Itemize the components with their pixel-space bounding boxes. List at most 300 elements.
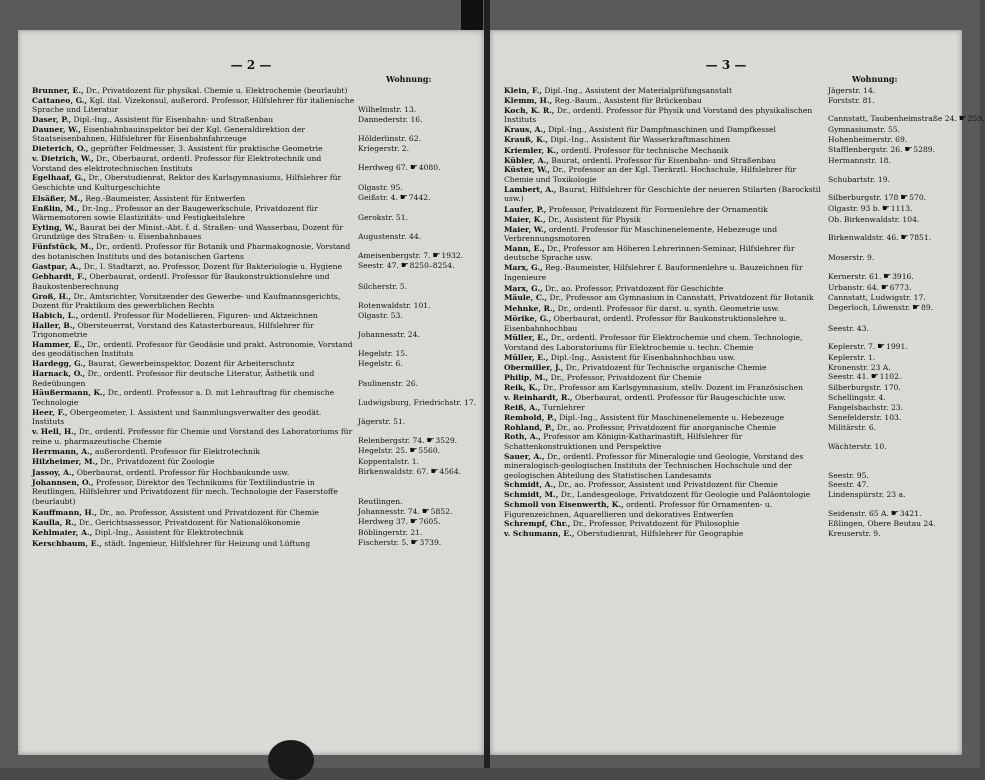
address-text: Seestr. 47.: [828, 480, 869, 490]
person-name: Marx, G.,: [504, 263, 543, 273]
directory-entry: [32, 467, 476, 477]
person-title: Dr.-Ing., Professor an der Baugewerkschule, Privatdozent für Wärmemotoren sowie Elastizitäts- und Festigkeitslehre: [32, 203, 318, 223]
telephone-number: 259.: [967, 114, 985, 124]
entry-address: [355, 379, 476, 388]
entry-description: [504, 284, 825, 293]
person-name: Johannsen, O.,: [32, 477, 94, 487]
address-text: Jägerstr. 51.: [358, 417, 406, 427]
person-title: Dr., Privatdozent für Zoologie: [97, 457, 215, 467]
person-name: Mörike, G.,: [504, 314, 552, 324]
address-text: Geißstr. 4.: [358, 192, 398, 202]
directory-entry: [32, 528, 476, 537]
directory-entry: [32, 223, 476, 242]
person-title: Dipl.-Ing., Assistent für Elektrotechnik: [92, 528, 244, 538]
person-name: Reiß, A.,: [504, 402, 541, 412]
person-title: Dr., Oberstudienrat, Rektor des Karlsgymnasiums, Hilfslehrer für Geschichte und Kulturgeschichte: [32, 173, 342, 192]
person-name: Haller, B.,: [32, 320, 76, 330]
entry-description: [504, 383, 825, 392]
entry-description: [504, 403, 825, 412]
entry-address: [355, 507, 476, 517]
entry-description: [32, 223, 355, 242]
address-text: Senefelderstr. 103.: [828, 412, 902, 422]
entry-address: [355, 261, 476, 271]
person-name: Schrempf, Chr.,: [504, 519, 571, 529]
entry-address: [825, 96, 954, 105]
entry-description: [504, 185, 825, 204]
address-text: Paulinenstr. 26.: [358, 378, 418, 388]
person-name: Hammer, E.,: [32, 340, 85, 350]
directory-entry: [32, 96, 476, 115]
directory-entry: [504, 452, 954, 480]
entry-address: [825, 363, 954, 372]
entry-description: [504, 244, 825, 263]
entry-description: [504, 363, 825, 372]
person-title: Dr., Oberbaurat, ordentl. Professor für Elektrotechnik und Vorstand des elektrotechnischen Instituts: [32, 154, 322, 173]
address-text: Lindenspürstr. 23 a.: [828, 490, 906, 500]
person-title: Dr., Privatdozent für Technische organische Chemie: [563, 362, 767, 372]
person-name: Müller, E.,: [504, 333, 549, 343]
entry-description: [32, 311, 355, 320]
entry-description: [504, 480, 825, 489]
person-title: Obersteuerrat, Vorstand des Katasterbureaus, Hilfslehrer für Trigonometrie: [32, 320, 314, 340]
telephone-number: 4564.: [439, 467, 462, 477]
entry-description: [504, 86, 825, 95]
entry-address: [355, 436, 476, 446]
person-title: Dr., ordentl. Professor für Chemie und Vorstand des Laboratoriums für reine u. pharmazeutische Chemie: [32, 427, 353, 446]
telephone-number: 3916.: [892, 271, 914, 281]
directory-entry: [32, 154, 476, 173]
person-title: Kgl. ital. Vizekonsul, außerord. Professor, Hilfslehrer für italienische Sprache und Literatur: [32, 95, 355, 115]
person-name: Gebhardt, F.,: [32, 272, 88, 282]
person-name: Rohland, P.,: [504, 422, 555, 432]
directory-entry: [504, 283, 954, 293]
entry-description: [504, 304, 825, 313]
entry-description: [504, 452, 825, 480]
person-name: Maier, K.,: [504, 214, 546, 224]
entry-address: [825, 372, 954, 382]
address-text: Urbanstr. 64.: [828, 282, 879, 292]
entry-description: [32, 468, 355, 477]
directory-entry: [32, 272, 476, 291]
address-text: Birkenwaldstr. 67.: [358, 467, 429, 477]
person-title: Dr., Professor am Gymnasium in Cannstatt, Privatdozent für Botanik: [547, 293, 814, 303]
entry-address: [825, 353, 954, 362]
directory-entry: [32, 427, 476, 446]
address-text: Relenbergstr. 74.: [358, 435, 425, 445]
directory-entry: [504, 165, 954, 184]
entry-description: [504, 215, 825, 224]
person-title: ordentl. Professor für Ornamenten- u. Figurenzeichnen, Aquarellieren und dekoratives Entwerfen: [504, 500, 773, 519]
entry-description: [32, 457, 355, 466]
entry-description: [504, 519, 825, 528]
pointing-hand-icon: ☛: [430, 250, 442, 261]
directory-entry: [32, 115, 476, 124]
directory-entry: [504, 423, 954, 432]
person-name: Hardegg, G.,: [32, 359, 86, 369]
person-title: Dipl.-Ing., Assistent für Dampfmaschinen und Dampfkessel: [545, 124, 776, 134]
entry-address: [825, 342, 954, 352]
entry-address: [355, 282, 476, 291]
address-text: Fischerstr. 5.: [358, 538, 409, 548]
person-name: Marx, G.,: [504, 283, 543, 293]
entry-address: [355, 144, 476, 153]
address-text: Schellingstr. 4.: [828, 393, 886, 403]
address-text: Birkenwaldstr. 46.: [828, 233, 899, 243]
directory-entry: [504, 293, 954, 302]
address-text: Kernerstr. 61.: [828, 271, 882, 281]
entry-address: [355, 105, 476, 114]
entry-address: [825, 413, 954, 422]
telephone-number: 3739.: [419, 538, 442, 548]
person-title: Baurat, ordentl. Professor für Eisenbahn- und Straßenbau: [548, 155, 776, 165]
entry-address: [355, 193, 476, 203]
address-text: Cannstatt, Ludwigstr. 17.: [828, 293, 926, 303]
address-text: Olgastr. 95.: [358, 182, 403, 192]
pointing-hand-icon: ☛: [879, 203, 891, 214]
entry-address: [355, 417, 476, 426]
binder-clip: [461, 0, 483, 30]
entry-address: [355, 213, 476, 222]
entry-address: [355, 330, 476, 339]
entry-description: [32, 204, 355, 223]
entry-address: [825, 125, 954, 134]
person-name: Brunner, E.,: [32, 86, 84, 95]
directory-entry: [32, 478, 476, 506]
person-title: Oberstudienrat, Hilfslehrer für Geographie: [574, 529, 744, 539]
person-title: Dr., Amtsrichter, Vorsitzender des Gewerbe- und Kaufmannsgerichts, Dozent für Praktikum des gewerblichen Rechts: [32, 291, 341, 311]
entry-description: [504, 353, 825, 362]
pointing-hand-icon: ☛: [902, 144, 914, 155]
person-name: Sauer, A.,: [504, 451, 545, 461]
person-title: geprüfter Feldmesser, 3. Assistent für praktische Geometrie: [88, 144, 323, 154]
directory-entry: [504, 529, 954, 538]
person-title: Dr., I. Stadtarzt, ao. Professor, Dozent für Bakteriologie u. Hygiene: [81, 262, 342, 272]
directory-entry: [504, 500, 954, 519]
person-name: Kaulla, R.,: [32, 518, 77, 528]
entry-address: [355, 517, 476, 527]
directory-entry: [32, 242, 476, 261]
telephone-number: 6773.: [889, 282, 912, 292]
pointing-hand-icon: ☛: [875, 341, 886, 352]
telephone-number: 89.: [921, 303, 934, 313]
entry-address: [825, 193, 954, 203]
entry-description: [32, 518, 355, 527]
entry-address: [825, 86, 954, 95]
person-title: Dr., ordentl. Professor für Physik und Vorstand des physikalischen Instituts: [504, 105, 813, 125]
person-name: Mann, E.,: [504, 243, 545, 253]
entry-description: [32, 173, 355, 192]
entry-address: [825, 324, 954, 333]
entry-description: [32, 321, 355, 340]
person-title: Dr., Privatdozent für physikal. Chemie u. Elektrochemie (beurlaubt): [83, 86, 348, 95]
directory-entry: [32, 446, 476, 456]
address-text: Kriegerstr. 2.: [358, 144, 410, 154]
pointing-hand-icon: ☛: [956, 114, 968, 125]
address-text: Olgastr. 93 b.: [828, 203, 880, 213]
person-title: Baurat, Gewerbeinspektor, Dozent für Arbeiterschutz: [85, 359, 295, 369]
directory-entry: [32, 144, 476, 153]
directory-entry: [32, 193, 476, 203]
entry-address: [825, 393, 954, 402]
entry-description: [32, 292, 355, 311]
entry-description: [504, 205, 825, 214]
entry-description: [32, 528, 355, 537]
person-title: Reg.-Baumeister, Hilfslehrer f. Bauformenlehre u. Bauzeichnen für Ingenieure: [504, 263, 803, 282]
person-name: Schmidt, M.,: [504, 490, 559, 500]
person-name: Mehnke, R.,: [504, 304, 556, 314]
entry-description: [504, 225, 825, 244]
person-name: Kraus, A.,: [504, 124, 546, 134]
entry-address: [355, 446, 476, 456]
person-title: Reg.-Baumeister, Assistent für Entwerfen: [82, 193, 246, 203]
address-text: Silberburgstr. 170.: [828, 383, 901, 393]
person-name: Harnack, O.,: [32, 369, 86, 379]
directory-entry: [32, 408, 476, 427]
entry-list: [32, 86, 476, 549]
person-name: Lambert, A.,: [504, 184, 557, 194]
entry-description: [504, 106, 825, 125]
person-title: außerordentl. Professor für Elektrotechnik: [92, 447, 260, 457]
page-number: — 2 —: [230, 58, 272, 72]
address-text: Hegelstr. 6.: [358, 359, 403, 369]
address-text: Hölderlinstr. 62.: [358, 134, 422, 144]
entry-description: [32, 369, 355, 388]
entry-address: [355, 398, 476, 407]
directory-entry: [504, 490, 954, 499]
entry-description: [504, 135, 825, 144]
entry-address: [355, 134, 476, 143]
directory-entry: [504, 263, 954, 282]
telephone-number: 3421.: [899, 508, 922, 518]
entry-description: [504, 146, 825, 155]
entry-description: [32, 340, 355, 359]
address-text: Silberburgstr. 178: [828, 193, 899, 203]
person-name: Heer, F.,: [32, 407, 68, 417]
entry-description: [32, 508, 355, 517]
directory-entry: [32, 86, 476, 95]
address-text: Moserstr. 9.: [828, 253, 875, 263]
directory-entry: [504, 303, 954, 313]
directory-entry: [504, 393, 954, 402]
directory-entry: [32, 538, 476, 548]
person-name: Maier, W.,: [504, 224, 547, 234]
person-name: Kerschbaum, E.,: [32, 539, 102, 549]
person-title: Dr., Professor, Privatdozent für Chemie: [548, 373, 702, 383]
entry-description: [504, 529, 825, 538]
address-text: Seestr. 41.: [828, 372, 869, 382]
person-name: Müller, E.,: [504, 352, 549, 362]
pointing-hand-icon: ☛: [898, 233, 910, 244]
person-name: Cattaneo, G.,: [32, 95, 88, 105]
person-title: Dipl.-Ing., Assistent für Eisenbahnhochbau usw.: [548, 352, 736, 362]
directory-entry: [504, 353, 954, 362]
person-title: Dipl.-Ing., Assistent für Maschinenelemente u. Hebezeuge: [556, 412, 785, 422]
pointing-hand-icon: ☛: [868, 372, 880, 383]
person-name: Obermiller, J.,: [504, 362, 564, 372]
entry-description: [32, 272, 355, 291]
person-title: Oberbaurat, ordentl. Professor für Baukonstruktionslehre und Baukostenberechnung: [32, 272, 330, 291]
entry-address: [825, 114, 985, 125]
entry-description: [32, 447, 355, 456]
person-title: Dr., ordentl. Professor für Geodäsie und prakt. Astronomie, Vorstand des geodätischen Instituts: [32, 340, 353, 359]
person-name: Reik, K.,: [504, 383, 541, 393]
entry-address: [825, 383, 954, 392]
address-text: Degerloch, Löwenstr.: [828, 303, 911, 313]
address-text: Seestr. 43.: [828, 323, 869, 333]
entry-description: [504, 156, 825, 165]
entry-description: [32, 427, 355, 446]
page-left: [18, 30, 484, 755]
entry-address: [825, 519, 954, 528]
pointing-hand-icon: ☛: [419, 506, 431, 517]
directory-entry: [504, 125, 954, 134]
address-text: Stafflenbergstr. 26.: [828, 144, 903, 154]
person-name: v. Dietrich, W.,: [32, 154, 94, 164]
entry-address: [825, 480, 954, 489]
address-text: Militärstr. 6.: [828, 422, 877, 432]
person-name: Egelhaaf, G.,: [32, 173, 87, 183]
person-name: Rembold, P.,: [504, 412, 557, 422]
directory-entry: [504, 363, 954, 372]
person-name: Daser, P.,: [32, 115, 72, 125]
person-title: Dr., ordentl. Professor für deutsche Literatur, Ästhetik und Redeübungen: [32, 369, 315, 388]
address-text: Hermannstr. 18.: [828, 155, 891, 165]
person-name: Klemm, H.,: [504, 95, 553, 105]
entry-description: [32, 144, 355, 153]
entry-description: [32, 125, 355, 144]
directory-entry: [504, 204, 954, 214]
telephone-number: 4080.: [418, 162, 441, 172]
entry-description: [504, 413, 825, 422]
entry-description: [32, 359, 355, 368]
address-text: Herdweg 67.: [358, 162, 408, 172]
entry-address: [825, 272, 954, 282]
person-name: Koch, K. R.,: [504, 105, 555, 115]
directory-entry: [32, 369, 476, 388]
person-name: Groß, H.,: [32, 291, 72, 301]
person-name: Gastpar, A.,: [32, 262, 82, 272]
person-title: Eisenbahnbauinspektor bei der Kgl. Generaldirektion der Staatseisenbahnen, Hilfslehrer für Eisenbahnfahrzeuge: [32, 124, 305, 144]
directory-entry: [504, 383, 954, 392]
entry-description: [504, 96, 825, 105]
person-title: Dipl.-Ing., Assistent für Wasserkraftmaschinen: [548, 134, 731, 144]
address-text: Augustenstr. 44.: [358, 232, 422, 242]
directory-entry: [32, 340, 476, 359]
address-text: Johannesstr. 24.: [358, 330, 420, 340]
person-title: Dr., ao. Professor, Privatdozent für Geschichte: [542, 283, 724, 293]
entry-address: [355, 359, 476, 368]
address-text: Fangelsbachstr. 23.: [828, 402, 904, 412]
telephone-number: 8250–8254.: [409, 261, 455, 271]
person-title: Dr., Professor am Höheren Lehrerinnen-Seminar, Hilfslehrer für deutsche Sprache usw.: [504, 243, 795, 263]
person-name: Fünfstück, M.,: [32, 242, 94, 252]
entry-address: [825, 442, 954, 451]
person-name: Laufer, P.,: [504, 204, 547, 214]
directory-entry: [504, 135, 954, 144]
entry-address: [825, 215, 954, 224]
entry-address: [825, 283, 954, 293]
directory-entry: [32, 507, 476, 517]
page-right: [490, 30, 985, 755]
entry-address: [825, 403, 954, 412]
person-title: Oberbaurat, ordentl. Professor für Baugeschichte usw.: [572, 393, 786, 403]
entry-address: [825, 253, 954, 262]
column-header-wohnung: Wohnung:: [386, 74, 432, 84]
person-title: Dipl.-Ing., Assistent für Eisenbahn- und Straßenbau: [71, 115, 274, 125]
pointing-hand-icon: ☛: [407, 517, 419, 528]
telephone-number: 1991.: [886, 341, 908, 351]
person-title: Dr., Professor am Karlsgymnasium, stellv. Dozent im Französischen: [540, 383, 804, 393]
entry-address: [825, 423, 954, 432]
entry-description: [32, 408, 355, 427]
entry-description: [504, 293, 825, 302]
directory-entry: [504, 105, 985, 125]
directory-entry: [504, 86, 954, 95]
pointing-hand-icon: ☛: [898, 193, 910, 204]
person-name: Dauner, W.,: [32, 124, 81, 134]
directory-entry: [504, 314, 954, 333]
person-name: Enßlin, M.,: [32, 203, 80, 213]
pointing-hand-icon: ☛: [407, 446, 419, 457]
entry-address: [355, 115, 476, 124]
entry-address: [355, 457, 476, 466]
directory-entry: [504, 244, 954, 263]
person-name: Herrmann, A.,: [32, 447, 93, 457]
entry-description: [504, 314, 825, 333]
entry-description: [504, 263, 825, 282]
person-title: Dr., ordentl. Professor für Mineralogie und Geologie, Vorstand des mineralogisch-geologischen Instituts der Technischen Hochschule und der geologischen Abteilung des Statistischen Landesamts: [504, 451, 804, 480]
pointing-hand-icon: ☛: [424, 435, 436, 446]
directory-entry: [504, 215, 954, 224]
person-title: Dr., ao. Professor, Assistent und Privatdozent für Chemie: [555, 480, 778, 490]
entry-address: [825, 175, 954, 184]
person-title: Professor am Königin-Katharinastift, Hilfslehrer für Schattenkonstruktionen und Perspektive: [504, 432, 743, 451]
telephone-number: 7442.: [408, 192, 431, 202]
address-text: Böblingerstr. 21.: [358, 528, 423, 538]
person-name: Elsäßer, M.,: [32, 193, 83, 203]
pointing-hand-icon: ☛: [407, 162, 419, 173]
person-title: Obergeometer, I. Assistent und Sammlungsverwalter des geodät. Instituts: [32, 407, 322, 427]
person-title: Professor, Direktor des Technikums für Textilindustrie in Reutlingen, Hilfslehrer und Privatdozent für mech. Technologie der Faserstoffe (beurlaubt): [32, 477, 338, 506]
person-title: ordentl. Professor für Modellieren, Figuren- und Aktzeichnen: [78, 310, 318, 320]
address-text: Forststr. 81.: [828, 95, 875, 105]
person-name: Kriemler, K.,: [504, 145, 559, 155]
directory-entry: [504, 145, 954, 155]
person-title: Dr., ao. Professor, Assistent und Privatdozent für Chemie: [97, 507, 319, 517]
entry-address: [825, 303, 954, 313]
person-title: Dr., Assistent für Physik: [545, 214, 641, 224]
address-text: Hegelstr. 25.: [358, 446, 408, 456]
person-title: Reg.-Baum., Assistent für Brückenbau: [552, 95, 702, 105]
pointing-hand-icon: ☛: [428, 467, 440, 478]
directory-entry: [32, 517, 476, 527]
address-text: Kreuserstr. 9.: [828, 529, 881, 539]
address-text: Seestr. 95.: [828, 470, 869, 480]
address-text: Herdweg 37.: [358, 517, 408, 527]
entry-address: [825, 471, 954, 480]
directory-entry: [32, 261, 476, 271]
entry-list: [504, 86, 985, 539]
person-name: Mäule, C.,: [504, 293, 548, 303]
directory-entry: [32, 292, 476, 311]
pointing-hand-icon: ☛: [888, 508, 900, 519]
address-text: Wächterstr. 10.: [828, 441, 887, 451]
entry-description: [504, 165, 825, 184]
person-title: Oberbaurat, ordentl. Professor für Hochbaukunde usw.: [74, 468, 290, 478]
entry-address: [355, 497, 476, 506]
entry-description: [32, 115, 355, 124]
entry-description: [32, 242, 355, 261]
